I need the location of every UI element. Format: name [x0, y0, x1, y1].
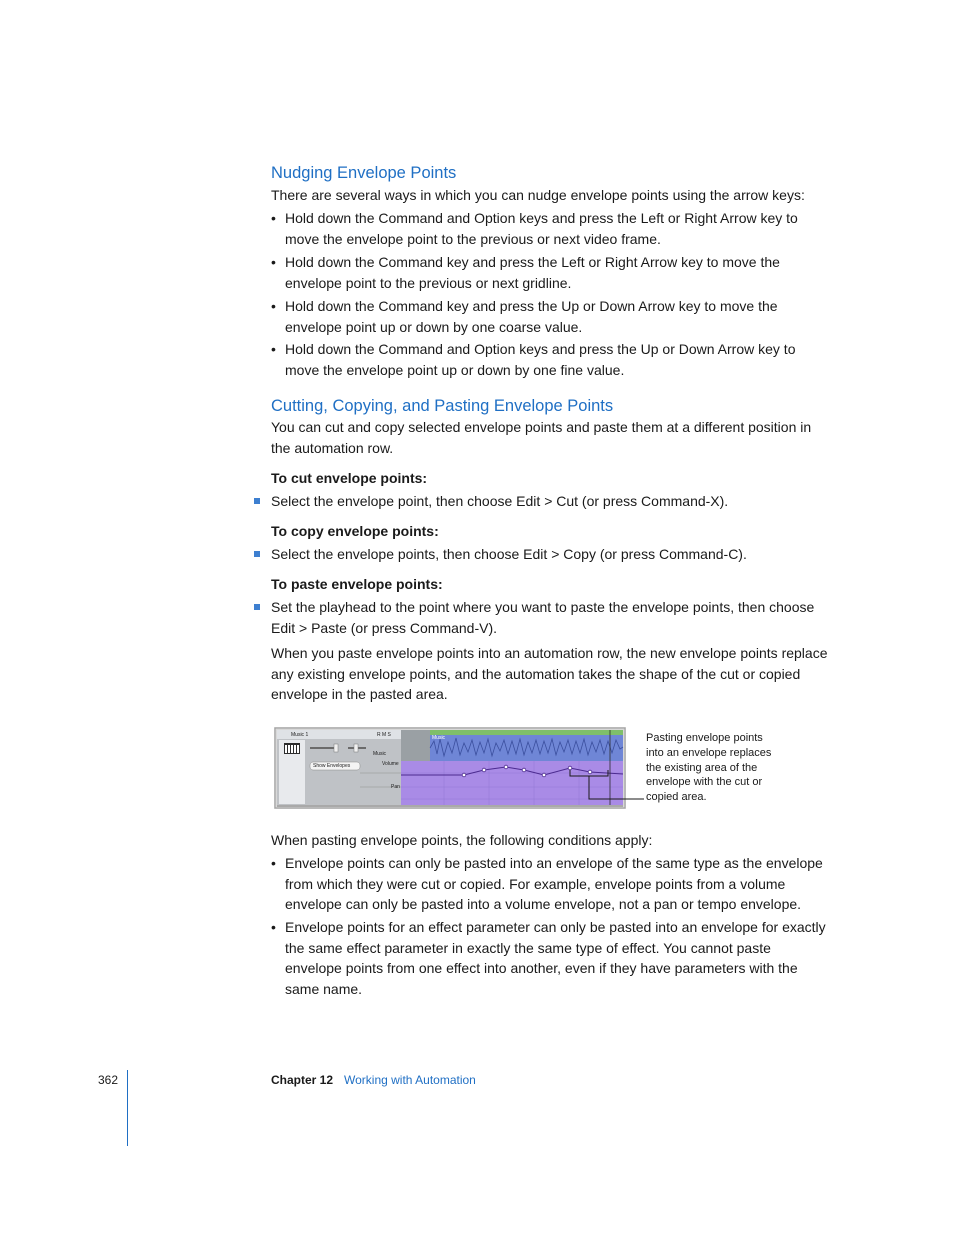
list-item [271, 252, 831, 293]
figure-caption: Pasting envelope points into an envelope replaces the existing area of the envelope with the cut or copied area. [646, 732, 772, 804]
region-label: Music [432, 735, 446, 741]
bullet-dot: • [271, 254, 276, 270]
list-item-text: Hold down the Command key and press the Left or Right Arrow key to move the envelope point to the previous or next gridline. [285, 254, 780, 291]
bullet-dot: • [271, 341, 276, 357]
list-item-text: Hold down the Command and Option keys and press the Up or Down Arrow key to move the envelope point up or down by one fine value. [285, 341, 796, 378]
volume-label: Volume [382, 761, 399, 767]
step-square-icon [254, 498, 260, 504]
chapter-label: Chapter 12 [271, 1073, 334, 1087]
step-text: Set the playhead to the point where you want to paste the envelope points, then choose Edit > Paste (or press Command-V). [271, 599, 815, 636]
task-heading-copy: To copy envelope points: [271, 523, 439, 539]
list-item-text: Hold down the Command and Option keys and press the Left or Right Arrow key to move the envelope point to the previous or next video frame. [285, 210, 798, 247]
pan-label: Pan [391, 784, 400, 790]
list-item-text: Envelope points for an effect parameter can only be pasted into an envelope for exactly the same effect parameter in exactly the same type of effect. You cannot paste envelope points from one effect into another, even if they have parameters with the same name. [285, 919, 826, 997]
heading-nudging: Nudging Envelope Points [271, 164, 457, 182]
step-text: Select the envelope point, then choose Edit > Cut (or press Command-X). [271, 493, 729, 509]
list-item [271, 853, 831, 915]
show-envelopes-popup[interactable]: Show Envelopes [313, 763, 351, 769]
task-heading-cut: To cut envelope points: [271, 470, 428, 486]
step-copy [271, 544, 831, 565]
list-item-text: Envelope points can only be pasted into an envelope of the same type as the envelope from which they were cut or copied. For example, envelope points from a volume envelope can only be pasted into a volume envelope, not a pan or tempo envelope. [285, 855, 823, 912]
list-item [271, 208, 831, 249]
step-paste [271, 597, 831, 638]
list-item [271, 339, 831, 380]
chapter-title-link[interactable]: Working with Automation [344, 1073, 476, 1087]
bullet-dot: • [271, 210, 276, 226]
step-cut [271, 491, 831, 512]
task-heading-paste: To paste envelope points: [271, 576, 443, 592]
step-square-icon [254, 551, 260, 557]
list-item [271, 296, 831, 337]
list-item [271, 917, 831, 999]
bullet-dot: • [271, 919, 276, 935]
intro-cut-copy-paste: You can cut and copy selected envelope points and paste them at a different position in the automation row. [271, 419, 812, 456]
track-name: Music 1 [291, 732, 309, 738]
intro-nudging: There are several ways in which you can nudge envelope points using the arrow keys: [271, 187, 805, 203]
callout-bracket [560, 770, 646, 800]
paste-result-paragraph: When you paste envelope points into an automation row, the new envelope points replace any existing envelope points, and the automation takes the shape of the cut or copied envelope in the pasted area. [271, 645, 828, 702]
conditions-intro: When pasting envelope points, the following conditions apply: [271, 832, 653, 848]
bullet-dot: • [271, 298, 276, 314]
track-buttons: R M S [377, 732, 391, 738]
page-number: 362 [98, 1073, 119, 1087]
list-item-text: Hold down the Command key and press the Up or Down Arrow key to move the envelope point up or down by one coarse value. [285, 298, 778, 335]
bullet-dot: • [271, 855, 276, 871]
step-text: Select the envelope points, then choose Edit > Copy (or press Command-C). [271, 546, 747, 562]
heading-cut-copy-paste: Cutting, Copying, and Pasting Envelope Points [271, 397, 614, 415]
track-label: Music [373, 751, 387, 757]
footer-divider [127, 1070, 128, 1146]
step-square-icon [254, 604, 260, 610]
